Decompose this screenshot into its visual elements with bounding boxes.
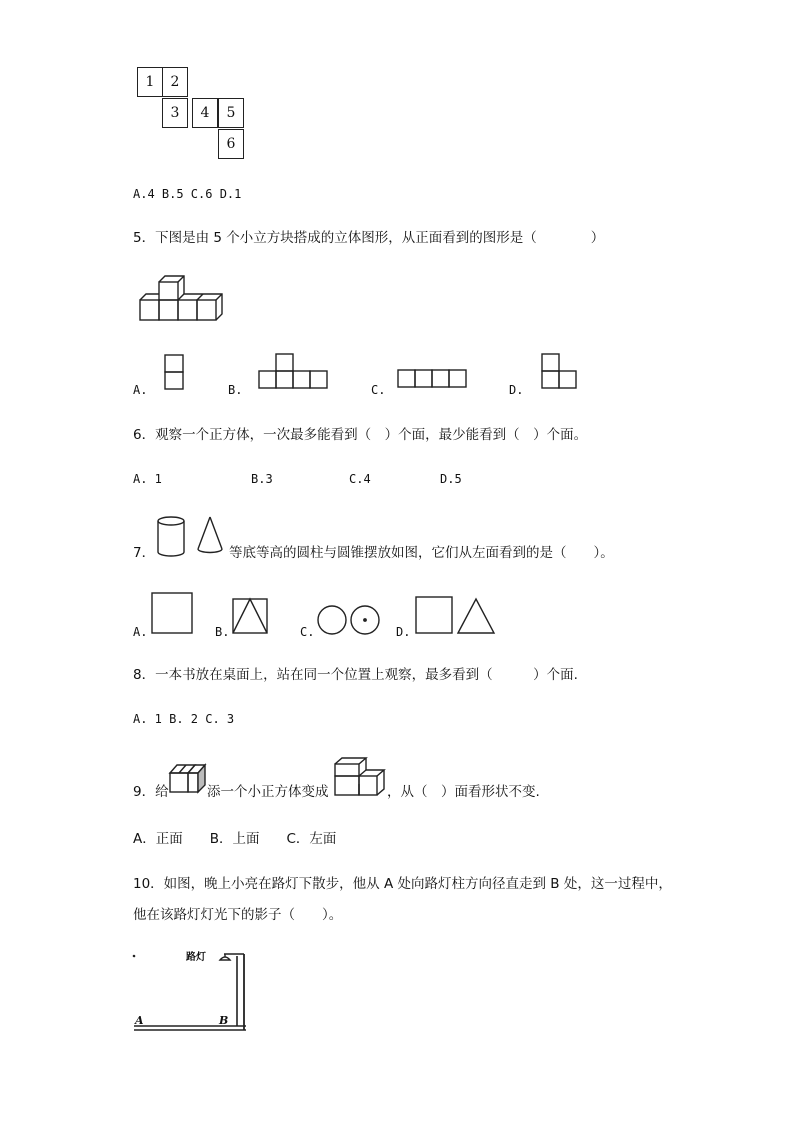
q7-option-c: C. bbox=[300, 625, 315, 639]
q5-text: 5．下图是由 5 个小立方块搭成的立体图形，从正面看到的图形是（ ） bbox=[133, 230, 605, 246]
q8-options: A. 1 B. 2 C. 3 bbox=[133, 712, 235, 726]
q5-cube-figure bbox=[136, 272, 228, 324]
q5-option-c: C. bbox=[371, 383, 386, 397]
point-b-label: B bbox=[219, 1014, 229, 1027]
net-cell-4: 4 bbox=[192, 98, 218, 128]
q4-options: A.4 B.5 C.6 D.1 bbox=[133, 187, 242, 201]
net-cell-6: 6 bbox=[218, 129, 244, 159]
q9-middle: 添一个小正方体变成 bbox=[207, 784, 329, 800]
point-a-label: A bbox=[135, 1014, 144, 1027]
q9-prefix: 9．给 bbox=[133, 784, 169, 800]
q9-three-cube-figure bbox=[334, 756, 386, 798]
q5-option-a-figure bbox=[164, 354, 186, 390]
q7-option-b-figure bbox=[232, 598, 270, 636]
cylinder-figure bbox=[155, 515, 189, 559]
q5-option-b: B. bbox=[228, 383, 243, 397]
q7-text: 等底等高的圆柱与圆锥摆放如图，它们从左面看到的是（ ）。 bbox=[229, 545, 614, 561]
q7-option-d: D. bbox=[396, 625, 411, 639]
lamp-label: 路灯 bbox=[186, 952, 206, 963]
q5-option-b-figure bbox=[258, 353, 330, 389]
q7-option-d-figure bbox=[415, 596, 499, 636]
q10-line-2: 他在该路灯灯光下的影子（ ）。 bbox=[133, 907, 343, 923]
q5-option-c-figure bbox=[397, 369, 469, 389]
net-cell-2: 2 bbox=[162, 67, 188, 97]
q5-option-d: D. bbox=[509, 383, 524, 397]
q9-suffix: ，从（ ）面看形状不变. bbox=[387, 784, 540, 800]
q6-option-d: D.5 bbox=[440, 472, 462, 486]
q7-option-c-figure bbox=[316, 605, 384, 637]
q5-option-a: A. bbox=[133, 383, 148, 397]
q8-text: 8．一本书放在桌面上，站在同一个位置上观察，最多看到（ ）个面. bbox=[133, 667, 578, 683]
q7-option-a: A. bbox=[133, 625, 148, 639]
net-cell-1: 1 bbox=[137, 67, 163, 97]
q5-option-d-figure bbox=[541, 353, 579, 389]
q10-line-1: 10．如图，晚上小亮在路灯下散步，他从 A 处向路灯柱方向径直走到 B 处，这一过程中， bbox=[133, 876, 672, 892]
q6-option-c: C.4 bbox=[349, 472, 371, 486]
net-cell-5: 5 bbox=[218, 98, 244, 128]
q6-option-b: B.3 bbox=[251, 472, 273, 486]
q9-two-cube-figure bbox=[169, 759, 209, 797]
q7-option-b: B. bbox=[215, 625, 230, 639]
q9-options: A．正面 B．上面 C．左面 bbox=[133, 831, 337, 847]
q7-option-a-figure bbox=[151, 592, 195, 636]
q6-text: 6．观察一个正方体，一次最多能看到（ ）个面，最少能看到（ ）个面。 bbox=[133, 427, 588, 443]
cone-figure bbox=[196, 515, 228, 557]
q7-number: 7． bbox=[133, 545, 156, 561]
net-cell-3: 3 bbox=[162, 98, 188, 128]
q6-option-a: A. 1 bbox=[133, 472, 162, 486]
